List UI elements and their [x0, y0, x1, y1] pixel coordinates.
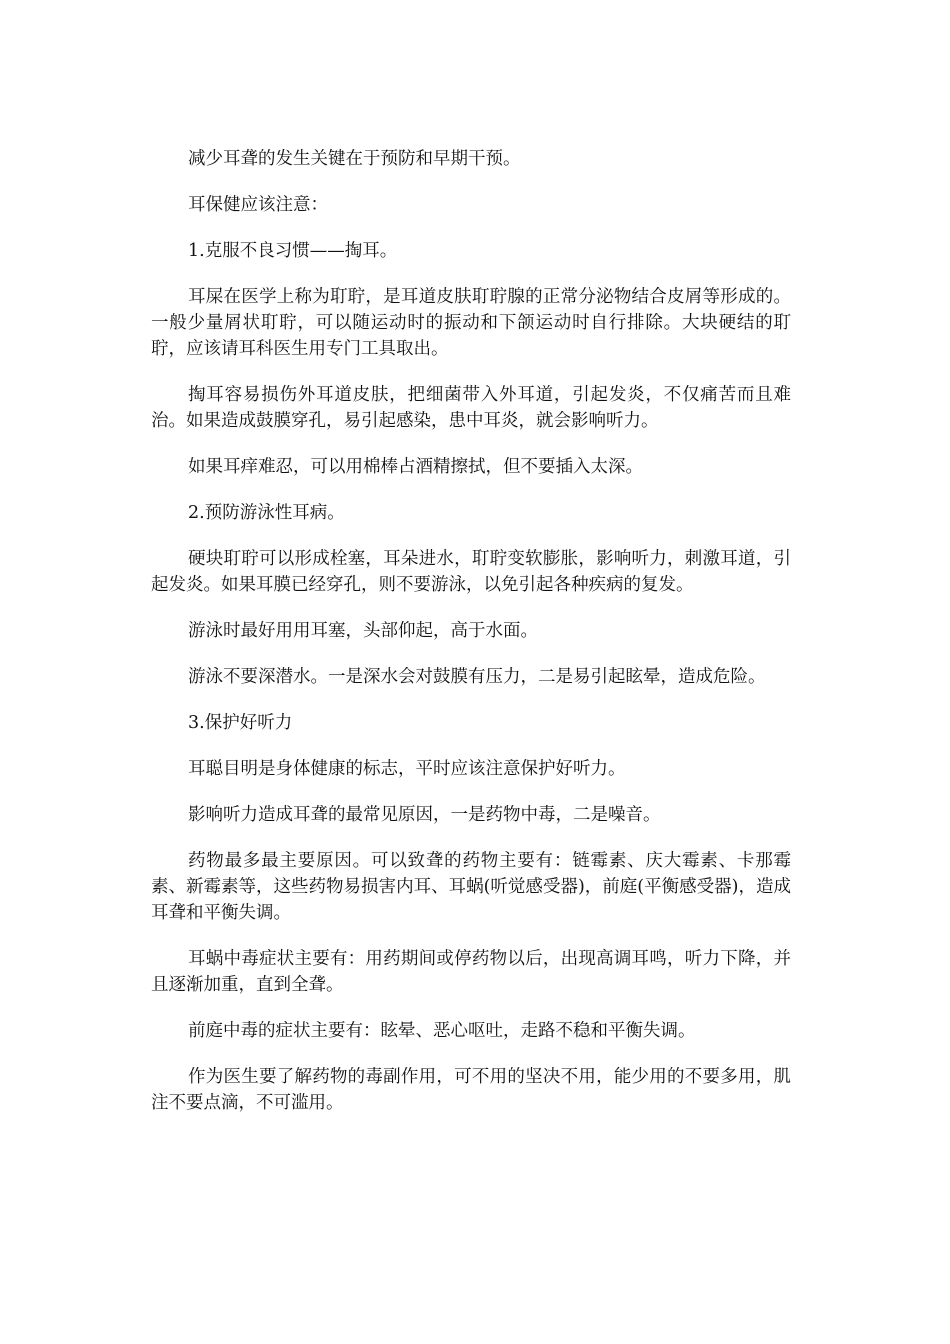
document-body: [151, 146, 791, 1136]
body-paragraph: 耳屎在医学上称为耵聍，是耳道皮肤耵聍腺的正常分泌物结合皮屑等形成的。一般少量屑状耵聍，可以随运动时的振动和下颌运动时自行排除。大块硬结的耵聍，应该请耳科医生用专门工具取出。: [151, 287, 791, 359]
body-paragraph: 前庭中毒的症状主要有：眩晕、恶心呕吐，走路不稳和平衡失调。: [188, 1021, 696, 1041]
body-paragraph: 如果耳痒难忍，可以用棉棒占酒精擦拭，但不要插入太深。: [188, 457, 643, 477]
body-paragraph: 耳聪目明是身体健康的标志，平时应该注意保护好听力。: [188, 759, 626, 779]
section-heading-1: 1.克服不良习惯——掏耳。: [188, 241, 398, 261]
body-paragraph: 游泳不要深潜水。一是深水会对鼓膜有压力，二是易引起眩晕，造成危险。: [188, 667, 766, 687]
intro-paragraph: 减少耳聋的发生关键在于预防和早期干预。: [188, 149, 521, 169]
body-paragraph: 药物最多最主要原因。可以致聋的药物主要有：链霉素、庆大霉素、卡那霉素、新霉素等，这些药物易损害内耳、耳蜗(听觉感受器)，前庭(平衡感受器)，造成耳聋和平衡失调。: [151, 851, 791, 923]
section-heading-3: 3.保护好听力: [188, 713, 293, 733]
body-paragraph: 影响听力造成耳聋的最常见原因，一是药物中毒，二是噪音。: [188, 805, 661, 825]
section-heading-2: 2.预防游泳性耳病。: [188, 503, 345, 523]
body-paragraph: 作为医生要了解药物的毒副作用，可不用的坚决不用，能少用的不要多用，肌注不要点滴，不可滥用。: [151, 1067, 791, 1113]
body-paragraph: 耳蜗中毒症状主要有：用药期间或停药物以后，出现高调耳鸣，听力下降，并且逐渐加重，直到全聋。: [151, 949, 791, 995]
body-paragraph: 掏耳容易损伤外耳道皮肤，把细菌带入外耳道，引起发炎，不仅痛苦而且难治。如果造成鼓膜穿孔，易引起感染，患中耳炎，就会影响听力。: [151, 385, 791, 431]
body-paragraph: 游泳时最好用用耳塞，头部仰起，高于水面。: [188, 621, 538, 641]
body-paragraph: 硬块耵聍可以形成栓塞，耳朵进水，耵聍变软膨胀，影响听力，刺激耳道，引起发炎。如果耳膜已经穿孔，则不要游泳，以免引起各种疾病的复发。: [151, 549, 791, 595]
ear-care-heading: 耳保健应该注意：: [188, 195, 328, 215]
